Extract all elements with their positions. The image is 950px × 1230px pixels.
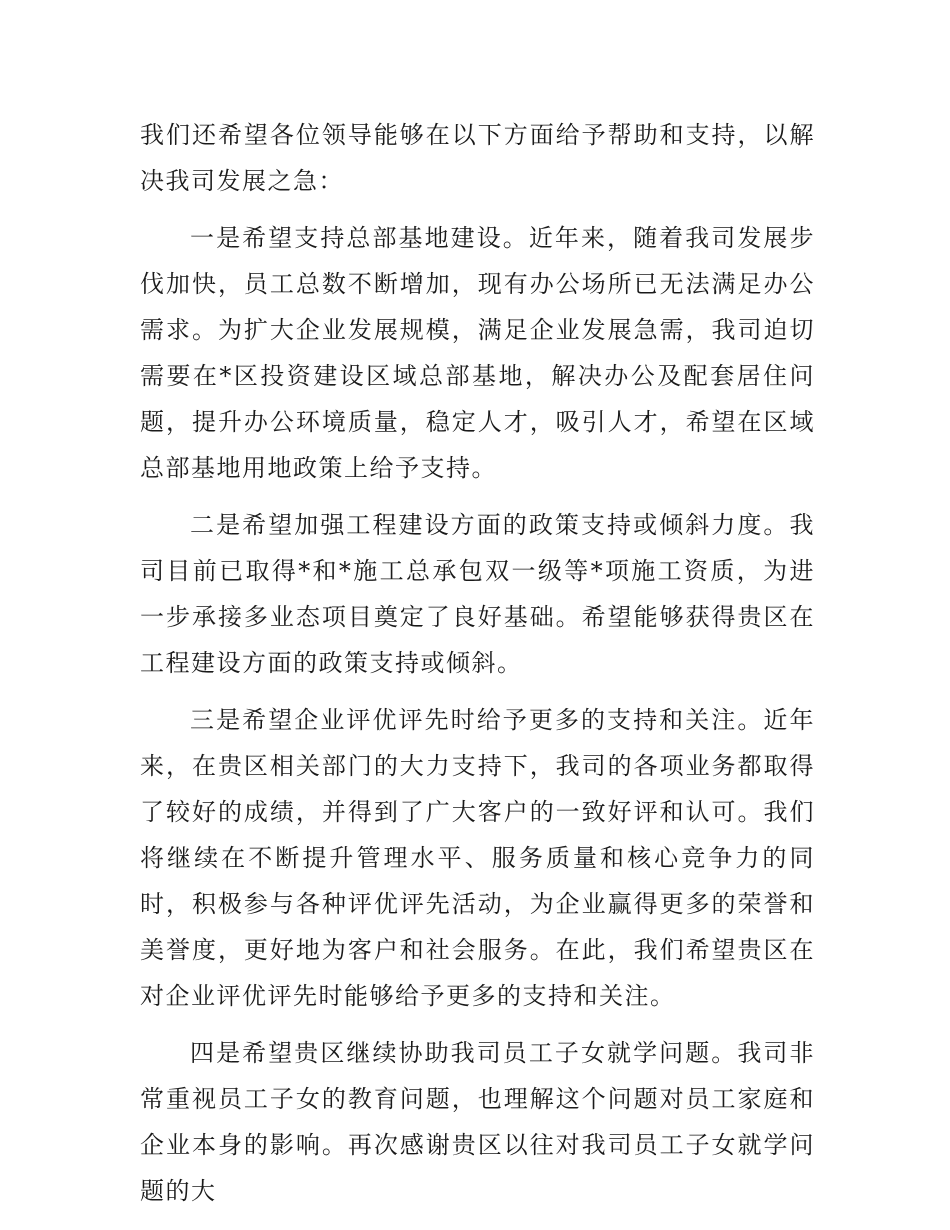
paragraph-intro: 我们还希望各位领导能够在以下方面给予帮助和支持，以解决我司发展之急： xyxy=(140,121,815,195)
document-body xyxy=(140,112,815,1225)
paragraph-headquarters-base: 一是希望支持总部基地建设。近年来，随着我司发展步伐加快，员工总数不断增加，现有办公场所已无法满足办公需求。为扩大企业发展规模，满足企业发展急需，我司迫切需要在*区投资建设区域总部基地，解决办公及配套居住问题，提升办公环境质量，稳定人才，吸引人才，希望在区域总部基地用地政策上给予支持。 xyxy=(140,224,815,482)
paragraph-construction-policy: 二是希望加强工程建设方面的政策支持或倾斜力度。我司目前已取得*和*施工总承包双一级等*项施工资质，为进一步承接多业态项目奠定了良好基础。希望能够获得贵区在工程建设方面的政策支持或倾斜。 xyxy=(140,511,815,677)
paragraph-enterprise-evaluation: 三是希望企业评优评先时给予更多的支持和关注。近年来，在贵区相关部门的大力支持下，我司的各项业务都取得了较好的成绩，并得到了广大客户的一致好评和认可。我们将继续在不断提升管理水平、服务质量和核心竞争力的同时，积极参与各种评优评先活动，为企业赢得更多的荣誉和美誉度，更好地为客户和社会服务。在此，我们希望贵区在对企业评优评先时能够给予更多的支持和关注。 xyxy=(140,706,815,1010)
paragraph-children-schooling: 四是希望贵区继续协助我司员工子女就学问题。我司非常重视员工子女的教育问题，也理解这个问题对员工家庭和企业本身的影响。再次感谢贵区以往对我司员工子女就学问题的大 xyxy=(140,1039,815,1205)
